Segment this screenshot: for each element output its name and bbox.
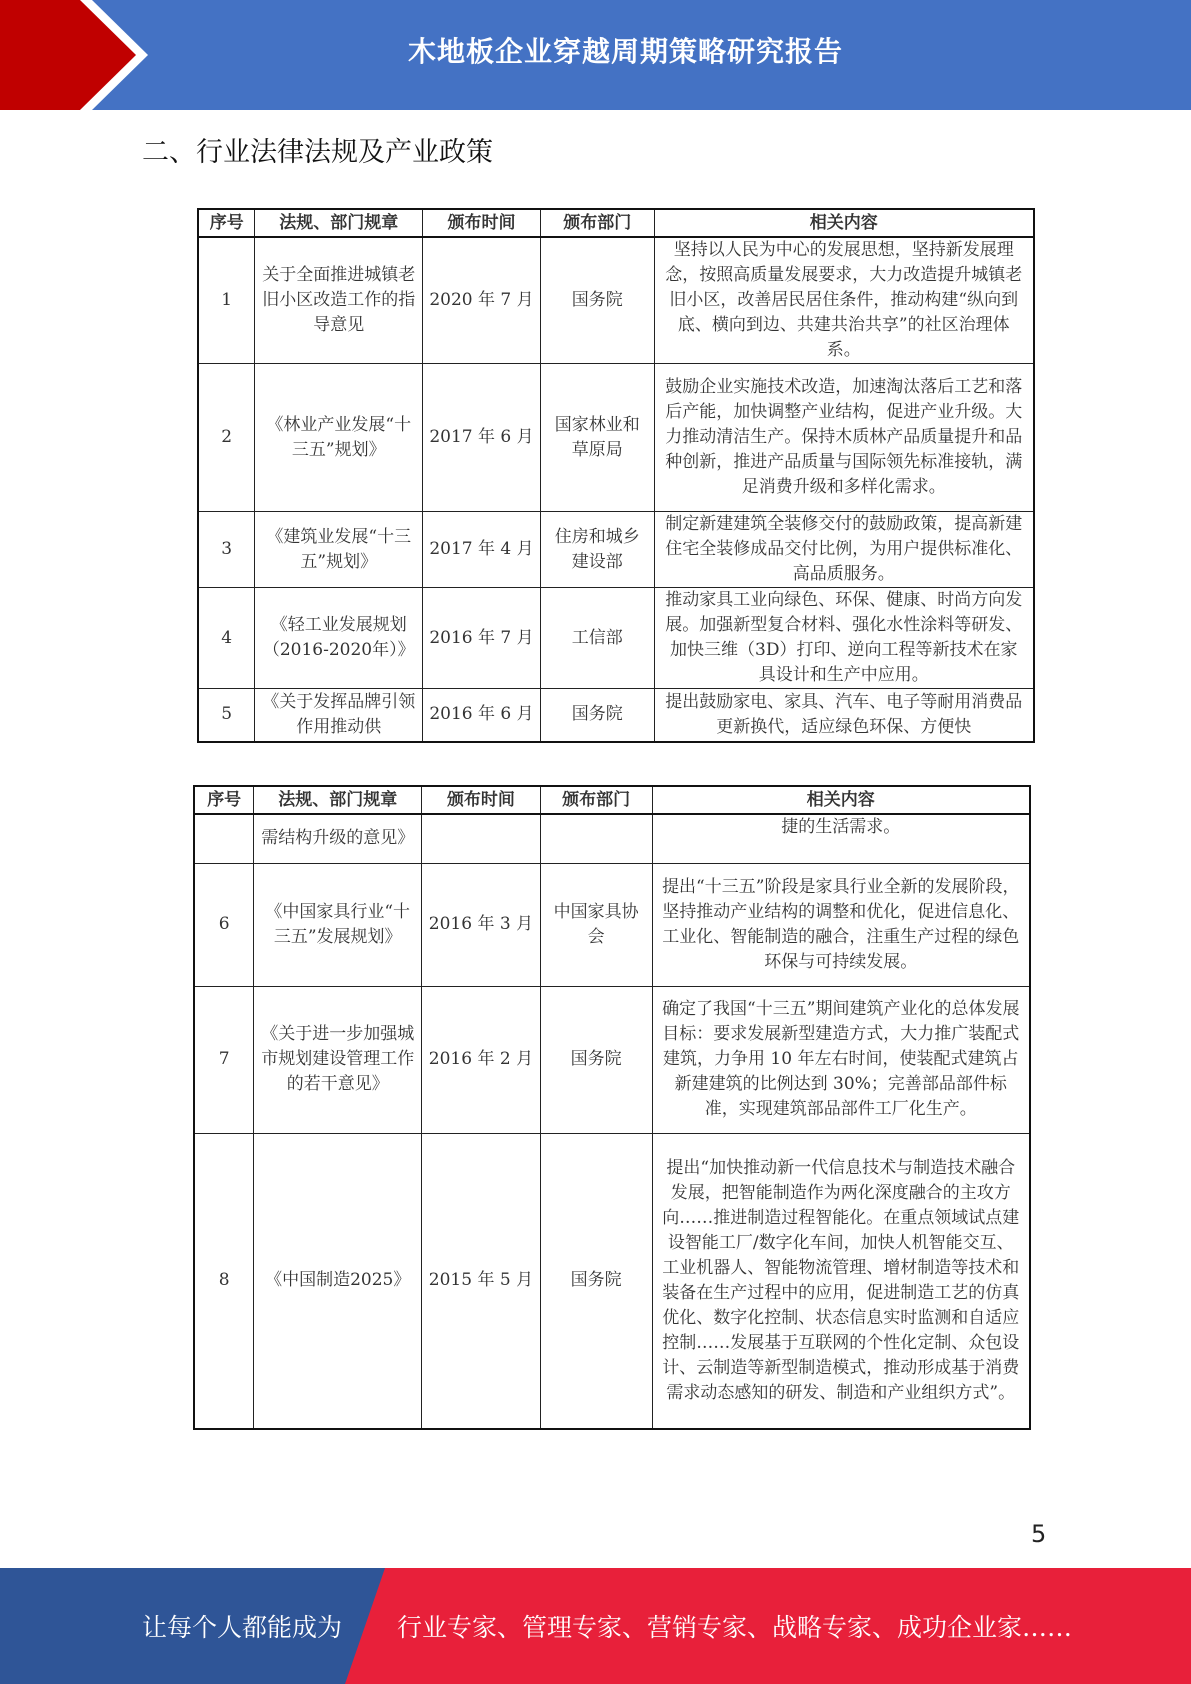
column-header-law: 法规、部门规章	[254, 786, 422, 814]
row-number: 3	[198, 512, 255, 588]
table-header-row	[198, 209, 1034, 237]
issue-date: 2016 年 6 月	[423, 689, 541, 742]
issue-date: 2016 年 3 月	[422, 863, 541, 986]
issuing-department: 国务院	[540, 1133, 652, 1429]
issuing-department: 国务院	[540, 986, 652, 1133]
related-content: 确定了我国“十三五”期间建筑产业化的总体发展目标：要求发展新型建造方式，大力推广装配式建筑，力争用 10 年左右时间，使装配式建筑占新建建筑的比例达到 30%；完善部品部件标准，实现建筑部品部件工厂化生产。	[652, 986, 1030, 1133]
law-name: 《轻工业发展规划（2016-2020年）》	[255, 588, 423, 689]
related-content: 提出鼓励家电、家具、汽车、电子等耐用消费品更新换代，适应绿色环保、方便快	[654, 689, 1034, 742]
column-header-date: 颁布时间	[423, 209, 541, 237]
table-row	[194, 863, 1030, 986]
table-row	[198, 237, 1034, 364]
row-number: 2	[198, 364, 255, 512]
footer-slogan-right: 行业专家、管理专家、营销专家、战略专家、成功企业家……	[397, 1613, 1073, 1642]
law-name: 《建筑业发展“十三五”规划》	[255, 512, 423, 588]
column-header-no: 序号	[198, 209, 255, 237]
policy-table-1	[197, 208, 1035, 743]
issue-date: 2016 年 7 月	[423, 588, 541, 689]
table-row	[194, 814, 1030, 863]
law-name: 《林业产业发展“十三五”规划》	[255, 364, 423, 512]
issue-date: 2015 年 5 月	[422, 1133, 541, 1429]
issue-date: 2017 年 6 月	[423, 364, 541, 512]
issuing-department: 国务院	[540, 237, 654, 364]
related-content: 推动家具工业向绿色、环保、健康、时尚方向发展。加强新型复合材料、强化水性涂料等研发、加快三维（3D）打印、逆向工程等新技术在家具设计和生产中应用。	[654, 588, 1034, 689]
issuing-department: 中国家具协会	[540, 863, 652, 986]
column-header-content: 相关内容	[652, 786, 1030, 814]
issuing-department: 国家林业和草原局	[540, 364, 654, 512]
related-content: 制定新建建筑全装修交付的鼓励政策，提高新建住宅全装修成品交付比例，为用户提供标准化、高品质服务。	[654, 512, 1034, 588]
related-content: 捷的生活需求。	[652, 814, 1030, 863]
table-header-row	[194, 786, 1030, 814]
issue-date: 2017 年 4 月	[423, 512, 541, 588]
table-row	[198, 689, 1034, 742]
footer-slogan-left: 让每个人都能成为	[142, 1613, 343, 1642]
column-header-dept: 颁布部门	[540, 209, 654, 237]
related-content: 坚持以人民为中心的发展思想，坚持新发展理念，按照高质量发展要求，大力改造提升城镇老旧小区，改善居民居住条件，推动构建“纵向到底、横向到边、共建共治共享”的社区治理体系。	[654, 237, 1034, 364]
report-title: 木地板企业穿越周期策略研究报告	[407, 35, 843, 68]
column-header-law: 法规、部门规章	[255, 209, 423, 237]
column-header-date: 颁布时间	[422, 786, 541, 814]
related-content: 提出“加快推动新一代信息技术与制造技术融合发展，把智能制造作为两化深度融合的主攻方向……推进制造过程智能化。在重点领域试点建设智能工厂/数字化车间，加快人机智能交互、工业机器人、智能物流管理、增材制造等技术和装备在生产过程中的应用，促进制造工艺的仿真优化、数字化控制、状态信息实时监测和自适应控制……发展基于互联网的个性化定制、众包设计、云制造等新型制造模式，推动形成基于消费需求动态感知的研发、制造和产业组织方式”。	[652, 1133, 1030, 1429]
issue-date	[422, 814, 541, 863]
issuing-department	[540, 814, 652, 863]
issuing-department: 国务院	[540, 689, 654, 742]
row-number	[194, 814, 254, 863]
table-row	[198, 588, 1034, 689]
policy-table-2	[193, 785, 1031, 1430]
row-number: 4	[198, 588, 255, 689]
row-number: 1	[198, 237, 255, 364]
issue-date: 2016 年 2 月	[422, 986, 541, 1133]
table-row	[194, 1133, 1030, 1429]
issuing-department: 住房和城乡建设部	[540, 512, 654, 588]
page-footer	[0, 1568, 1191, 1684]
column-header-dept: 颁布部门	[540, 786, 652, 814]
law-name: 《中国制造2025》	[254, 1133, 422, 1429]
row-number: 6	[194, 863, 254, 986]
law-name: 关于全面推进城镇老旧小区改造工作的指导意见	[255, 237, 423, 364]
row-number: 5	[198, 689, 255, 742]
row-number: 8	[194, 1133, 254, 1429]
section-title: 二、行业法律法规及产业政策	[142, 137, 493, 168]
law-name: 《关于发挥品牌引领作用推动供	[255, 689, 423, 742]
law-name: 《关于进一步加强城市规划建设管理工作的若干意见》	[254, 986, 422, 1133]
page-header	[0, 0, 1191, 110]
issuing-department: 工信部	[540, 588, 654, 689]
column-header-content: 相关内容	[654, 209, 1034, 237]
issue-date: 2020 年 7 月	[423, 237, 541, 364]
table-row	[194, 986, 1030, 1133]
column-header-no: 序号	[194, 786, 254, 814]
law-name: 《中国家具行业“十三五”发展规划》	[254, 863, 422, 986]
table-row	[198, 512, 1034, 588]
law-name: 需结构升级的意见》	[254, 814, 422, 863]
related-content: 提出“十三五”阶段是家具行业全新的发展阶段，坚持推动产业结构的调整和优化，促进信息化、工业化、智能制造的融合，注重生产过程的绿色环保与可持续发展。	[652, 863, 1030, 986]
table-row	[198, 364, 1034, 512]
page-number: 5	[1031, 1520, 1047, 1548]
row-number: 7	[194, 986, 254, 1133]
related-content: 鼓励企业实施技术改造，加速淘汰落后工艺和落后产能，加快调整产业结构，促进产业升级。大力推动清洁生产。保持木质林产品质量提升和品种创新，推进产品质量与国际领先标准接轨，满足消费升级和多样化需求。	[654, 364, 1034, 512]
